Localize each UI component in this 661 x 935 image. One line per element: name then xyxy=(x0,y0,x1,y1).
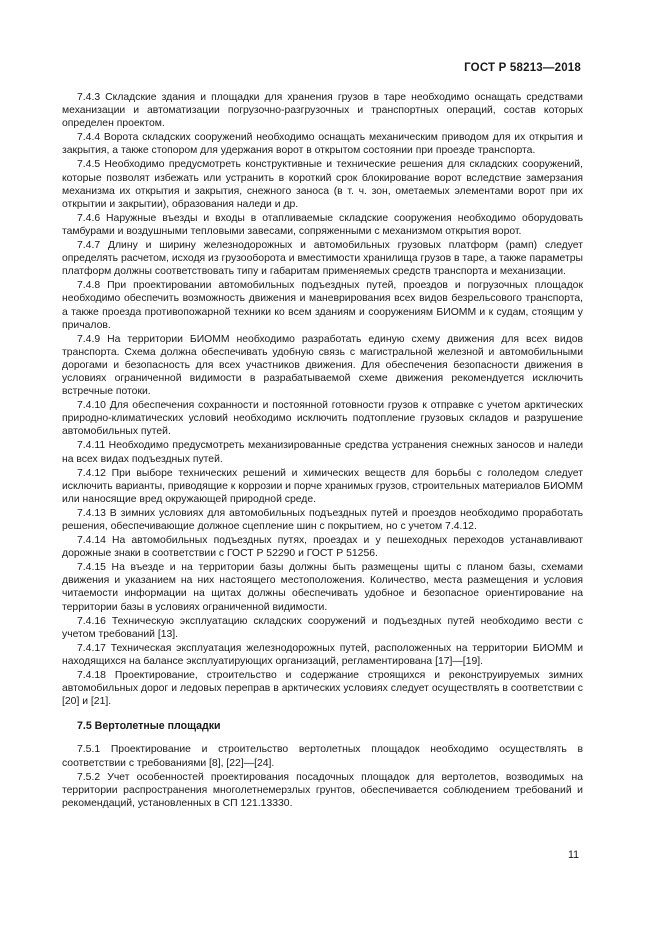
section-7-4-paragraphs xyxy=(62,91,583,708)
paragraph: 7.4.18 Проектирование, строительство и содержание строящихся и реконструируемых зимних автомобильных дорог и ледовых переправ в арктических условиях следует осуществлять в соответствии с [20] и [21]. xyxy=(62,670,583,708)
paragraph: 7.4.6 Наружные въезды и входы в отапливаемые складские сооружения необходимо оборудовать тамбурами и воздушными тепловыми завесами, сопряженными с механизмом открытия ворот. xyxy=(62,212,583,237)
paragraph: 7.5.2 Учет особенностей проектирования посадочных площадок для вертолетов, возводимых на территории распространения многолетнемерзлых грунтов, обеспечивается соблюдением требований и рекомендаций, установленных в СП 121.13330. xyxy=(62,771,583,809)
paragraph: 7.4.4 Ворота складских сооружений необходимо оснащать механическим приводом для их открытия и закрытия, а также стопором для удержания ворот в открытом состоянии при проезде транспорта. xyxy=(62,132,583,157)
paragraph: 7.4.12 При выборе технических решений и химических веществ для борьбы с гололедом следует исключить варианты, приводящие к коррозии и порче хранимых грузов, строительных материалов БИОММ или наносящие вред окружающей природной среде. xyxy=(62,467,583,505)
paragraph: 7.4.16 Техническую эксплуатацию складских сооружений и подъездных путей необходимо вести с учетом требований [13]. xyxy=(62,615,583,640)
paragraph: 7.4.8 При проектировании автомобильных подъездных путей, проездов и погрузочных площадок необходимо обеспечить возможность движения и маневрирования всех видов безрельсового транспорта, а также проезда противопожарной техники ко всем зданиям и сооружениям БИОММ и к судам, стоящим у причалов. xyxy=(62,280,583,331)
paragraph: 7.5.1 Проектирование и строительство вертолетных площадок необходимо осуществлять в соответствии с требованиями [8], [22]—[24]. xyxy=(62,744,583,769)
paragraph: 7.4.10 Для обеспечения сохранности и постоянной готовности грузов к отправке с учетом арктических природно-климатических условий необходимо исключить подтопление грузовых складов и разрушение автомобильных путей. xyxy=(62,400,583,438)
paragraph: 7.4.14 На автомобильных подъездных путях, проездах и у пешеходных переходов устанавливают дорожные знаки в соответствии с ГОСТ Р 52290 и ГОСТ Р 51256. xyxy=(62,535,583,560)
paragraph: 7.4.9 На территории БИОММ необходимо разработать единую схему движения для всех видов транспорта. Схема должна обеспечивать удобную связь с магистральной железной и автомобильными дорогами и безопасность для всех участников движения. Для обеспечения безопасности движения в условиях ограниченной видимости в разрабатываемой схеме движения рекомендуется исключить встречные потоки. xyxy=(62,333,583,398)
section-title: 7.5 Вертолетные площадки xyxy=(77,720,221,733)
paragraph: 7.4.7 Длину и ширину железнодорожных и автомобильных грузовых платформ (рамп) следует определять расчетом, исходя из грузооборота и вместимости хранилища грузов в таре, а также параметры платформ должны соответствовать типу и габаритам применяемых средств транспорта и механизации. xyxy=(62,240,583,278)
paragraph: 7.4.11 Необходимо предусмотреть механизированные средства устранения снежных заносов и наледи на всех видах подъездных путей. xyxy=(62,440,583,465)
document-body xyxy=(62,91,583,811)
paragraph: 7.4.15 На въезде и на территории базы должны быть размещены щиты с планом базы, схемами движения и указанием на них настоящего местоположения. Количество, места размещения и условия читаемости информации на щитах должны обеспечивать удобное и безопасное ориентирование на территории базы в условиях ограниченной видимости. xyxy=(62,562,583,613)
paragraph: 7.4.17 Техническая эксплуатация железнодорожных путей, расположенных на территории БИОММ и находящихся на балансе эксплуатирующих организаций, регламентирована [17]—[19]. xyxy=(62,642,583,667)
document-code: ГОСТ Р 58213—2018 xyxy=(464,62,581,74)
paragraph: 7.4.13 В зимних условиях для автомобильных подъездных путей и проездов необходимо проработать решения, обеспечивающие должное сцепление шин с покрытием, но с учетом 7.4.12. xyxy=(62,507,583,532)
paragraph: 7.4.3 Складские здания и площадки для хранения грузов в таре необходимо оснащать средствами механизации и автоматизации погрузочно-разгрузочных и транспортных операций, состав которых определен проектом. xyxy=(62,92,583,130)
page-number: 11 xyxy=(568,849,579,861)
section-7-5-paragraphs xyxy=(62,743,583,809)
paragraph: 7.4.5 Необходимо предусмотреть конструктивные и технические решения для складских сооружений, которые позволят избежать или устранить в короткий срок блокирование ворот вследствие замерзания механизма их открытия и закрытия, снежного заноса (в т. ч. зон, ометаемых элементами ворот при их открытии и закрытии), образования наледи и др. xyxy=(62,159,583,210)
